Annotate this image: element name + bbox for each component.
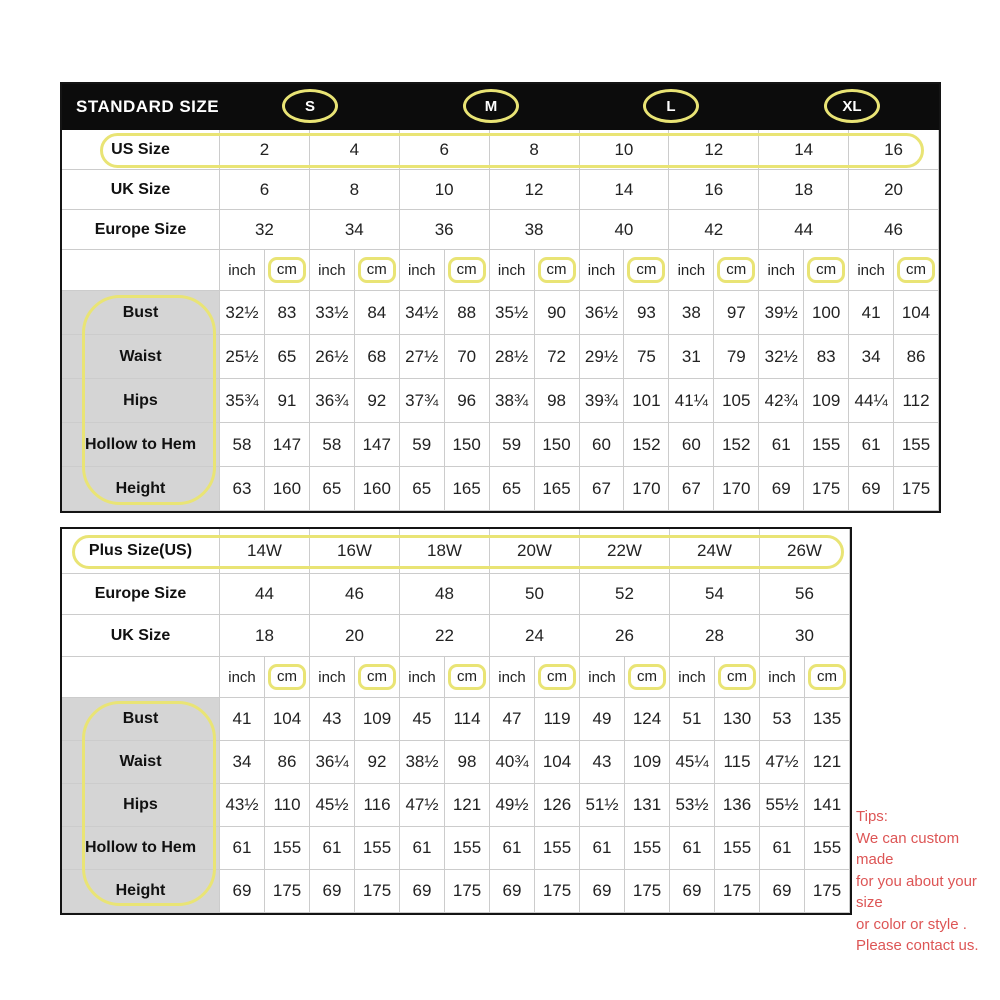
measure-value: 27½ [400,335,445,379]
size-value: 12 [669,130,759,170]
size-value: 28 [670,615,760,657]
measure-row-label: Bust [62,698,220,741]
cm-header [894,250,939,291]
measure-value: 34 [849,335,894,379]
size-row-label: Plus Size(US) [62,529,220,574]
size-value: 32 [220,210,310,250]
measure-value: 49½ [490,784,535,827]
measure-value: 65 [310,467,355,511]
measure-value: 41 [849,291,894,335]
measure-value: 91 [265,379,310,423]
unit-row-label [62,657,220,698]
measure-row-label: Bust [62,291,220,335]
size-value: 20 [310,615,400,657]
cm-highlight-badge: cm [358,664,396,690]
unit-row-label [62,250,220,291]
cm-highlight-badge: cm [807,257,845,283]
measure-value: 175 [715,870,760,913]
inch-header: inch [310,657,355,698]
measure-value: 43 [580,741,625,784]
cm-header [445,250,490,291]
plus-size-table [60,527,852,915]
cm-highlight-badge: cm [897,257,935,283]
measure-value: 175 [894,467,939,511]
measure-row-label: Hollow to Hem [62,423,220,467]
inch-header: inch [220,657,265,698]
measure-value: 135 [805,698,850,741]
size-value: 38 [490,210,580,250]
size-value: 30 [760,615,850,657]
measure-value: 136 [715,784,760,827]
measure-value: 44¼ [849,379,894,423]
measure-value: 126 [535,784,580,827]
size-value: 8 [490,130,580,170]
measure-value: 69 [490,870,535,913]
measure-value: 61 [310,827,355,870]
size-value: 40 [580,210,670,250]
measure-value: 69 [759,467,804,511]
custom-made-tips [856,806,1000,957]
standard-size-title: STANDARD SIZE [76,97,220,116]
measure-value: 130 [715,698,760,741]
size-value: 16 [849,130,939,170]
cm-header [804,250,849,291]
cm-header [535,250,580,291]
measure-value: 101 [624,379,669,423]
cm-header [625,657,670,698]
measure-value: 175 [355,870,400,913]
measure-value: 69 [670,870,715,913]
plus-size-grid [62,529,850,913]
measure-value: 104 [265,698,310,741]
measure-value: 141 [805,784,850,827]
measure-value: 61 [220,827,265,870]
measure-value: 69 [760,870,805,913]
measure-value: 61 [849,423,894,467]
inch-header: inch [310,250,355,291]
cm-header [265,250,310,291]
measure-value: 39¾ [580,379,625,423]
measure-value: 35¾ [220,379,265,423]
measure-value: 32½ [759,335,804,379]
measure-value: 83 [804,335,849,379]
inch-header: inch [580,250,625,291]
measure-value: 69 [400,870,445,913]
measure-value: 155 [445,827,490,870]
measure-value: 112 [894,379,939,423]
measure-row-label: Hips [62,784,220,827]
cm-highlight-badge: cm [538,257,576,283]
measure-value: 70 [445,335,490,379]
measure-value: 175 [535,870,580,913]
inch-header: inch [849,250,894,291]
measure-value: 42¾ [759,379,804,423]
size-value: 42 [669,210,759,250]
measure-value: 43 [310,698,355,741]
measure-value: 84 [355,291,400,335]
measure-value: 63 [220,467,265,511]
cm-highlight-badge: cm [627,257,665,283]
measure-value: 92 [355,379,400,423]
size-oval-m: M [463,89,519,123]
measure-value: 53½ [670,784,715,827]
measure-value: 26½ [310,335,355,379]
inch-header: inch [760,657,805,698]
size-value: 56 [760,574,850,615]
measure-value: 40¾ [490,741,535,784]
size-value: 50 [490,574,580,615]
measure-value: 36¼ [310,741,355,784]
measure-value: 33½ [310,291,355,335]
measure-value: 105 [714,379,759,423]
measure-value: 121 [445,784,490,827]
measure-value: 100 [804,291,849,335]
cm-highlight-badge: cm [268,664,306,690]
measure-value: 119 [535,698,580,741]
cm-header [805,657,850,698]
measure-value: 53 [760,698,805,741]
inch-header: inch [580,657,625,698]
cm-highlight-badge: cm [717,257,755,283]
cm-highlight-badge: cm [268,257,306,283]
measure-value: 67 [669,467,714,511]
measure-value: 69 [580,870,625,913]
size-value: 4 [310,130,400,170]
measure-value: 72 [535,335,580,379]
cm-header [445,657,490,698]
tips-line: for you about your size [856,872,977,911]
inch-header: inch [400,250,445,291]
measure-value: 83 [265,291,310,335]
measure-value: 37¾ [400,379,445,423]
measure-value: 59 [400,423,445,467]
size-row-label: Europe Size [62,210,220,250]
size-oval-l: L [643,89,699,123]
measure-value: 86 [894,335,939,379]
measure-value: 61 [670,827,715,870]
size-value: 18 [759,170,849,210]
size-value: 20W [490,529,580,574]
measure-value: 110 [265,784,310,827]
measure-value: 155 [355,827,400,870]
inch-header: inch [759,250,804,291]
measure-row-label: Waist [62,335,220,379]
size-value: 34 [310,210,400,250]
size-value: 24 [490,615,580,657]
measure-value: 97 [714,291,759,335]
measure-value: 35½ [490,291,535,335]
measure-value: 28½ [490,335,535,379]
measure-value: 109 [804,379,849,423]
size-value: 22W [580,529,670,574]
size-value: 24W [670,529,760,574]
measure-value: 32½ [220,291,265,335]
measure-value: 170 [624,467,669,511]
measure-value: 34 [220,741,265,784]
measure-value: 124 [625,698,670,741]
measure-value: 116 [355,784,400,827]
measure-value: 155 [625,827,670,870]
measure-value: 121 [805,741,850,784]
cm-highlight-badge: cm [448,664,486,690]
measure-value: 98 [535,379,580,423]
inch-header: inch [670,657,715,698]
size-value: 6 [400,130,490,170]
measure-value: 58 [220,423,265,467]
size-value: 26 [580,615,670,657]
measure-value: 155 [715,827,760,870]
size-row-label: US Size [62,130,220,170]
size-value: 18W [400,529,490,574]
measure-value: 59 [490,423,535,467]
size-value: 6 [220,170,310,210]
size-value: 10 [580,130,670,170]
size-value: 12 [490,170,580,210]
inch-header: inch [490,250,535,291]
cm-header [355,250,400,291]
size-value: 44 [220,574,310,615]
measure-value: 165 [445,467,490,511]
measure-value: 34½ [400,291,445,335]
size-value: 46 [310,574,400,615]
measure-value: 147 [265,423,310,467]
cm-highlight-badge: cm [718,664,756,690]
tips-title: Tips: [856,808,888,825]
measure-value: 68 [355,335,400,379]
measure-value: 65 [400,467,445,511]
measure-value: 38½ [400,741,445,784]
measure-value: 150 [445,423,490,467]
measure-value: 79 [714,335,759,379]
measure-value: 25½ [220,335,265,379]
size-value: 14 [759,130,849,170]
measure-value: 175 [625,870,670,913]
measure-row-label: Hollow to Hem [62,827,220,870]
measure-value: 61 [490,827,535,870]
measure-value: 69 [849,467,894,511]
measure-value: 152 [624,423,669,467]
measure-value: 170 [714,467,759,511]
size-value: 20 [849,170,939,210]
measure-value: 165 [535,467,580,511]
cm-header [535,657,580,698]
measure-value: 175 [804,467,849,511]
size-value: 14 [580,170,670,210]
size-value: 52 [580,574,670,615]
measure-value: 51½ [580,784,625,827]
measure-value: 65 [265,335,310,379]
measure-value: 61 [580,827,625,870]
measure-value: 51 [670,698,715,741]
tips-line: We can custom made [856,829,960,868]
measure-value: 155 [804,423,849,467]
measure-row-label: Waist [62,741,220,784]
size-value: 18 [220,615,310,657]
measure-value: 86 [265,741,310,784]
measure-value: 38 [669,291,714,335]
measure-value: 155 [805,827,850,870]
measure-value: 115 [715,741,760,784]
measure-value: 45 [400,698,445,741]
measure-value: 155 [894,423,939,467]
inch-header: inch [669,250,714,291]
size-value: 54 [670,574,760,615]
measure-value: 96 [445,379,490,423]
size-value: 22 [400,615,490,657]
measure-value: 175 [805,870,850,913]
tips-line: Please contact us. [856,937,979,954]
measure-value: 160 [355,467,400,511]
cm-header [355,657,400,698]
cm-highlight-badge: cm [448,257,486,283]
size-row-label: Europe Size [62,574,220,615]
inch-header: inch [400,657,445,698]
measure-value: 61 [759,423,804,467]
measure-value: 49 [580,698,625,741]
size-value: 46 [849,210,939,250]
measure-value: 41¼ [669,379,714,423]
standard-size-table [60,82,941,513]
measure-value: 38¾ [490,379,535,423]
measure-value: 60 [669,423,714,467]
size-row-label: UK Size [62,170,220,210]
measure-value: 152 [714,423,759,467]
measure-value: 93 [624,291,669,335]
measure-row-label: Height [62,467,220,511]
measure-row-label: Hips [62,379,220,423]
size-oval-s: S [282,89,338,123]
measure-value: 104 [535,741,580,784]
size-row-label: UK Size [62,615,220,657]
measure-value: 47 [490,698,535,741]
measure-value: 67 [580,467,625,511]
measure-value: 131 [625,784,670,827]
size-value: 44 [759,210,849,250]
inch-header: inch [490,657,535,698]
cm-highlight-badge: cm [808,664,846,690]
measure-value: 88 [445,291,490,335]
measure-value: 175 [265,870,310,913]
size-value: 14W [220,529,310,574]
measure-value: 31 [669,335,714,379]
measure-value: 104 [894,291,939,335]
measure-value: 36½ [580,291,625,335]
measure-value: 29½ [580,335,625,379]
measure-value: 47½ [760,741,805,784]
measure-value: 39½ [759,291,804,335]
measure-value: 92 [355,741,400,784]
measure-value: 90 [535,291,580,335]
inch-header: inch [220,250,265,291]
measure-value: 75 [624,335,669,379]
measure-value: 109 [355,698,400,741]
measure-value: 65 [490,467,535,511]
measure-value: 114 [445,698,490,741]
size-value: 26W [760,529,850,574]
standard-size-grid [62,130,939,511]
size-value: 2 [220,130,310,170]
measure-value: 69 [220,870,265,913]
measure-value: 41 [220,698,265,741]
measure-value: 160 [265,467,310,511]
cm-header [624,250,669,291]
measure-value: 61 [400,827,445,870]
size-value: 10 [400,170,490,210]
cm-highlight-badge: cm [358,257,396,283]
measure-value: 36¾ [310,379,355,423]
cm-header [715,657,760,698]
measure-value: 45¼ [670,741,715,784]
standard-size-header-bar [62,84,939,130]
cm-header [714,250,759,291]
measure-value: 150 [535,423,580,467]
measure-value: 55½ [760,784,805,827]
tips-line: or color or style . [856,915,967,933]
measure-value: 175 [445,870,490,913]
measure-value: 109 [625,741,670,784]
measure-value: 58 [310,423,355,467]
measure-value: 69 [310,870,355,913]
measure-value: 47½ [400,784,445,827]
measure-value: 155 [265,827,310,870]
cm-header [265,657,310,698]
size-value: 16 [669,170,759,210]
measure-value: 60 [580,423,625,467]
size-value: 48 [400,574,490,615]
size-value: 36 [400,210,490,250]
measure-value: 147 [355,423,400,467]
measure-value: 43½ [220,784,265,827]
measure-value: 98 [445,741,490,784]
size-oval-xl: XL [824,89,880,123]
measure-row-label: Height [62,870,220,913]
measure-value: 61 [760,827,805,870]
cm-highlight-badge: cm [628,664,666,690]
measure-value: 45½ [310,784,355,827]
size-value: 8 [310,170,400,210]
size-value: 16W [310,529,400,574]
measure-value: 155 [535,827,580,870]
cm-highlight-badge: cm [538,664,576,690]
